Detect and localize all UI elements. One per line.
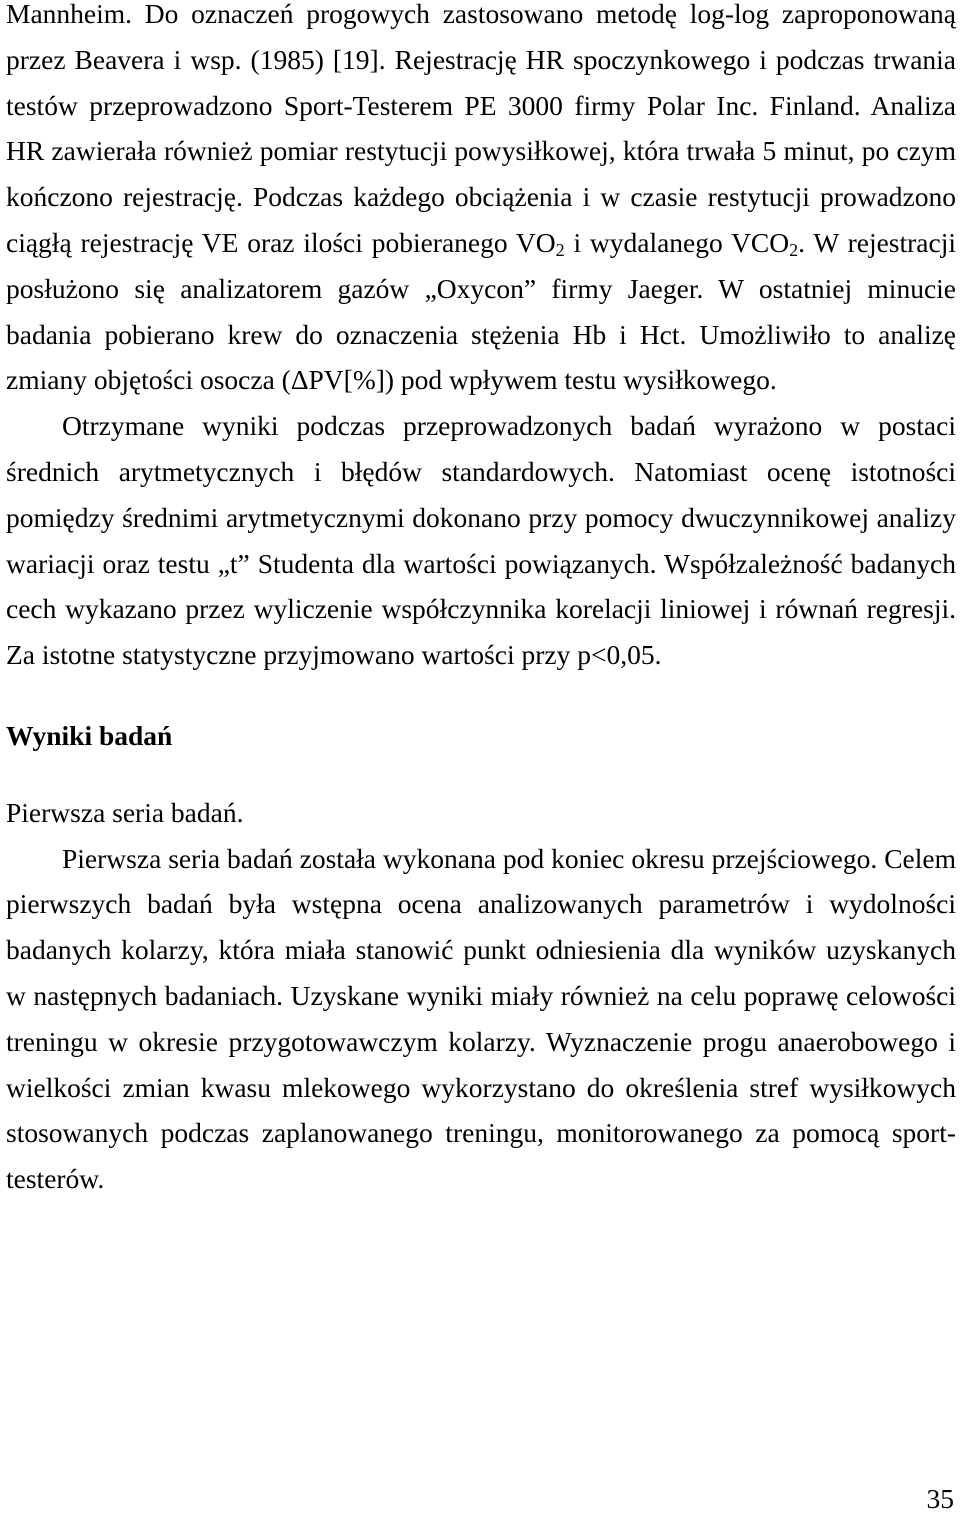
statistics-paragraph: Otrzymane wyniki podczas przeprowadzonych badań wyrażono w postaci średnich arytmetycznych i błędów standardowych. Natomiast ocenę istotności pomiędzy średnimi arytmetycznymi dokonano przy pomocy dwuczynnikowej analizy wariacji oraz testu „t” Studenta dla wartości powiązanych. Współzależność badanych cech wykazano przez wyliczenie współczynnika korelacji liniowej i równań regresji. Za istotne statystyczne przyjmowano wartości przy p<0,05. (6, 410, 956, 671)
methods-paragraph (6, 0, 956, 403)
methods-text-part-1: Mannheim. Do oznaczeń progowych zastosowano metodę log-log zaproponowaną przez Beavera i wsp. (1985) [19]. Rejestrację HR spoczynkowego i podczas trwania testów przeprowadzono Sport-Testerem PE 3000 firmy Polar Inc. Finland. Analiza HR zawierała również pomiar restytucji powysiłkowej, która trwała 5 minut, po czym kończono rejestrację. Podczas każdego obciążenia i w czasie restytucji prowadzono ciągłą rejestrację VE oraz ilości pobieranego VO (6, 0, 956, 258)
first-series-paragraph: Pierwsza seria badań została wykonana pod koniec okresu przejściowego. Celem pierwszych badań była wstępna ocena analizowanych parametrów i wydolności badanych kolarzy, która miała stanowić punkt odniesienia dla wyników uzyskanych w następnych badaniach. Uzyskane wyniki miały również na celu poprawę celowości treningu w okresie przygotowawczym kolarzy. Wyznaczenie progu anaerobowego i wielkości zmian kwasu mlekowego wykorzystano do określenia stref wysiłkowych stosowanych podczas zaplanowanego treningu, monitorowanego za pomocą sport-testerów. (6, 842, 956, 1195)
methods-text-part-2: i wydalanego VCO (564, 226, 790, 258)
vco2-subscript: 2 (789, 239, 799, 260)
section-subheading: Pierwsza seria badań. (6, 796, 244, 828)
document-page (6, 0, 956, 1202)
section-heading: Wyniki badań (6, 719, 173, 751)
vo2-subscript: 2 (555, 239, 565, 260)
methods-text-part-3: . W rejestracji posłużono się analizatorem gazów „Oxycon” firmy Jaeger. W ostatniej minucie badania pobierano krew do oznaczenia stężenia Hb i Hct. Umożliwiło to analizę zmiany objętości osocza (ΔPV[%]) pod wpływem testu wysiłkowego. (6, 226, 956, 396)
page-number: 35 (926, 1483, 954, 1514)
